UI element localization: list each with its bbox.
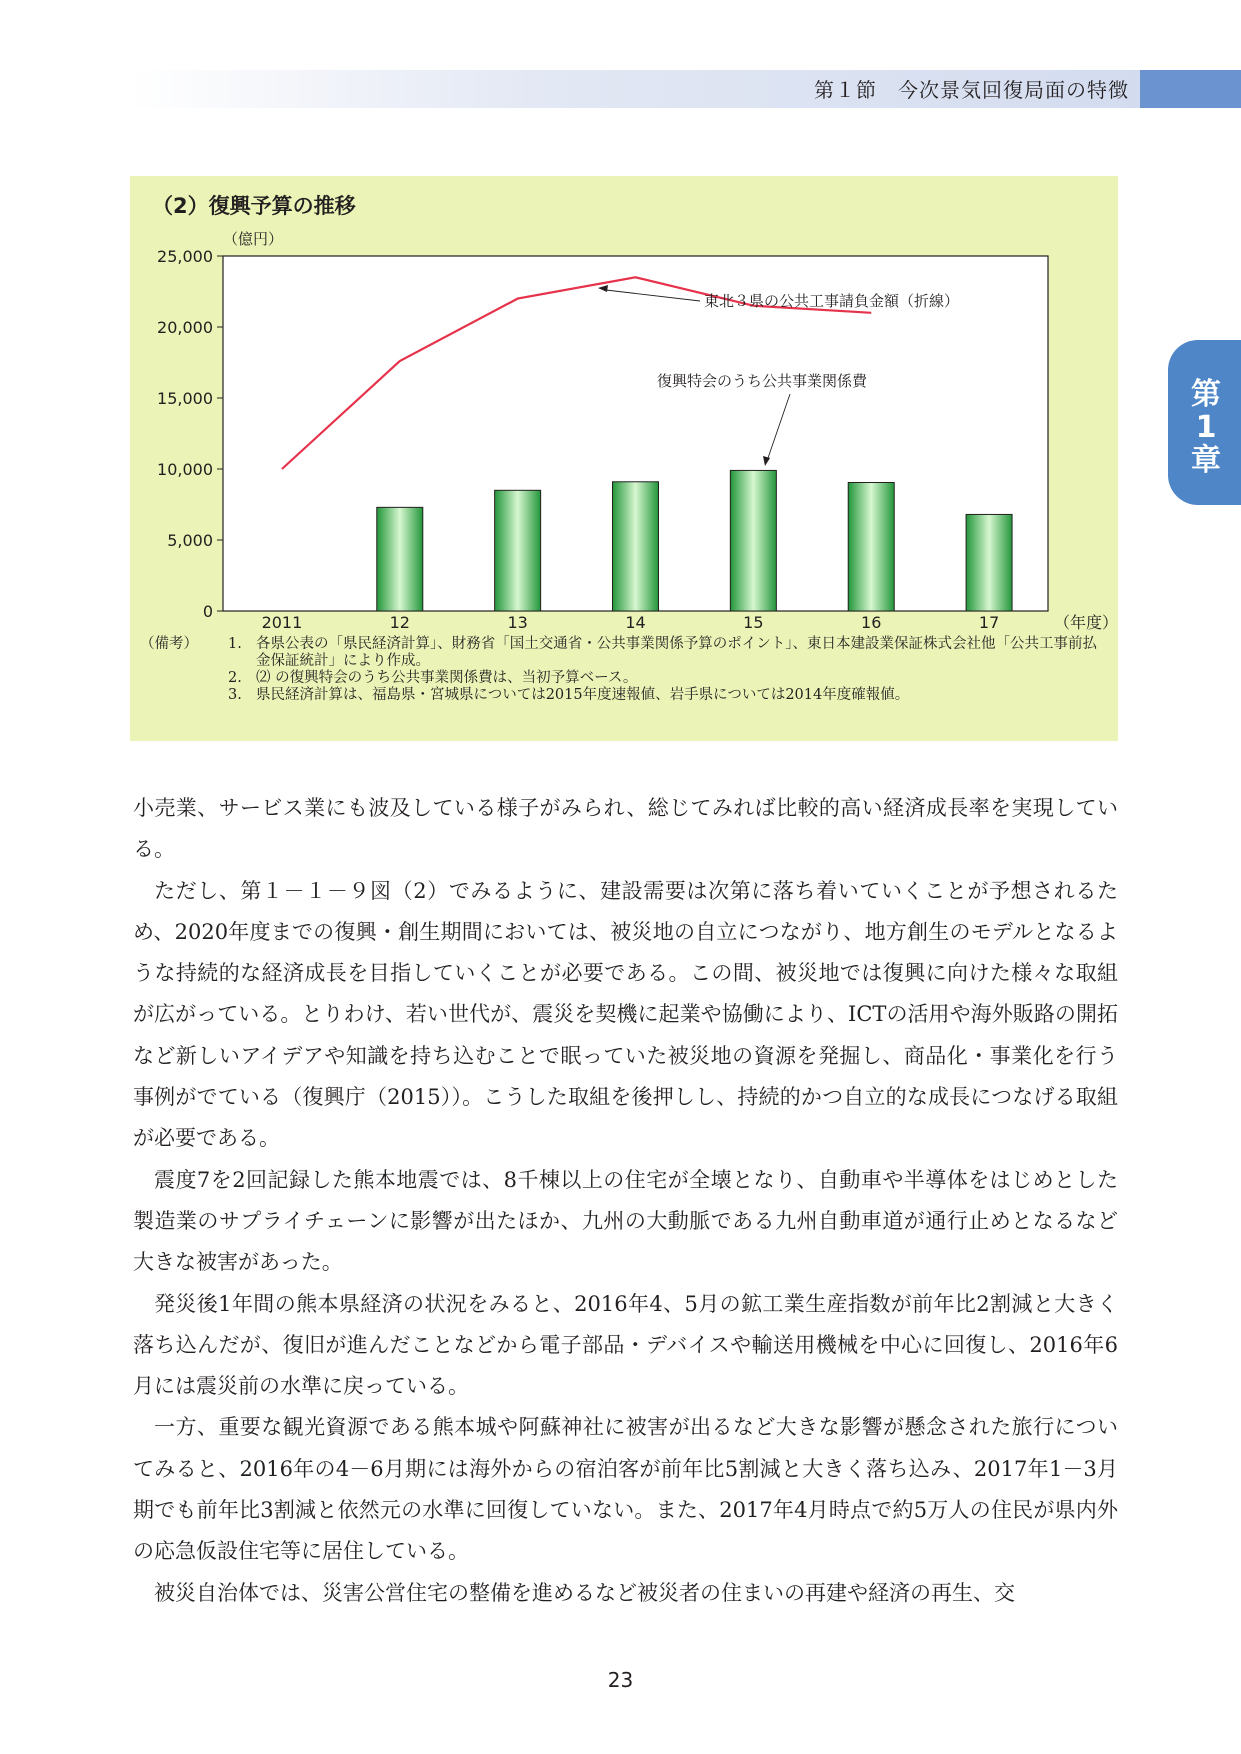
bar — [848, 482, 894, 611]
figure-box — [130, 176, 1118, 741]
body-paragraph: 被災自治体では、災害公営住宅の整備を進めるなど被災者の住まいの再建や経済の再生、交 — [154, 1580, 1015, 1605]
line-series-annotation: 東北３県の公共工事請負金額（折線） — [704, 292, 960, 310]
body-text — [133, 788, 1118, 1614]
note-text: 県民経済計算は、福島県・宮城県については2015年度速報値、岩手県については2014年度確報値。 — [256, 687, 910, 703]
y-tick-label: 10,000 — [157, 460, 213, 479]
body-paragraph: 震度7を2回記録した熊本地震では、8千棟以上の住宅が全壊となり、自動車や半導体をはじめとした製造業のサプライチェーンに影響が出たほか、九州の大動脈である九州自動車道が通行止めとなるなど大きな被害があった。 — [133, 1167, 1118, 1275]
note-number: 3. — [228, 687, 242, 703]
chapter-tab-char: 第 — [1191, 377, 1221, 412]
page-number: 23 — [607, 1668, 634, 1692]
note-number: 1. — [228, 636, 242, 652]
x-tick-label: 15 — [743, 613, 764, 632]
y-axis-label: （億円） — [223, 230, 284, 248]
x-tick-label: 16 — [861, 613, 882, 632]
x-tick-label: 14 — [625, 613, 646, 632]
figure-notes — [140, 636, 1110, 704]
note-row — [140, 670, 1110, 687]
note-text: 各県公表の「県民経済計算」、財務省「国土交通省・公共事業関係予算のポイント」、東日本建設業保証株式会社他「公共工事前払金保証統計」により作成。 — [256, 636, 1097, 669]
y-tick-label: 25,000 — [157, 247, 213, 266]
x-axis-label: （年度） — [1054, 613, 1118, 632]
x-tick-label: 13 — [507, 613, 528, 632]
bar — [730, 470, 776, 611]
note-row — [140, 636, 1110, 670]
note-number: 2. — [228, 670, 242, 686]
body-paragraph: ただし、第１－１－９図（2）でみるように、建設需要は次第に落ち着いていくことが予想されるため、2020年度までの復興・創生期間においては、被災地の自立につながり、地方創生のモデルとなるような持続的な経済成長を目指していくことが必要である。この間、被災地では復興に向けた様々な取組が広がっている。とりわけ、若い世代が、震災を契機に起業や協働により、ICTの活用や海外販路の開拓など新しいアイデアや知識を持ち込むことで眠っていた被災地の資源を発掘し、商品化・事業化を行う事例がでている（復興庁（2015））。こうした取組を後押しし、持続的かつ自立的な成長につなげる取組が必要である。 — [133, 878, 1118, 1151]
figure-title: （2）復興予算の推移 — [152, 194, 356, 218]
bar — [966, 514, 1012, 611]
chapter-tab-char: 1 — [1195, 410, 1217, 445]
note-label — [140, 670, 228, 687]
x-tick-label: 17 — [978, 613, 1000, 632]
y-tick-label: 15,000 — [157, 389, 213, 408]
bar — [495, 490, 541, 611]
chart — [130, 176, 1118, 636]
note-label — [140, 687, 228, 704]
chapter-tab-label — [1186, 378, 1226, 477]
header-tab — [1140, 70, 1241, 108]
y-tick-label: 0 — [202, 602, 213, 621]
note-row — [140, 687, 1110, 704]
x-tick-label: 12 — [389, 613, 410, 632]
y-tick-label: 20,000 — [157, 318, 213, 337]
bar — [613, 482, 659, 611]
bar-series-annotation: 復興特会のうち公共事業関係費 — [657, 372, 868, 390]
y-tick-label: 5,000 — [167, 531, 213, 550]
body-paragraph: 発災後1年間の熊本県経済の状況をみると、2016年4、5月の鉱工業生産指数が前年比2割減と大きく落ち込んだが、復旧が進んだことなどから電子部品・デバイスや輸送用機械を中心に回復し、2016年6月には震災前の水準に戻っている。 — [133, 1291, 1118, 1399]
section-title: 第１節 今次景気回復局面の特徴 — [814, 78, 1129, 102]
note-text: ⑵ の復興特会のうち公共事業関係費は、当初予算ベース。 — [256, 670, 638, 686]
bar — [377, 507, 423, 611]
note-label: （備考） — [140, 636, 198, 652]
chapter-tab-char: 章 — [1191, 443, 1221, 478]
x-tick-label: 2011 — [261, 613, 303, 632]
body-paragraph: 一方、重要な観光資源である熊本城や阿蘇神社に被害が出るなど大きな影響が懸念された旅行についてみると、2016年の4－6月期には海外からの宿泊客が前年比5割減と大きく落ち込み、2017年1－3月期でも前年比3割減と依然元の水準に回復していない。また、2017年4月時点で約5万人の住民が県内外の応急仮設住宅等に居住している。 — [133, 1415, 1118, 1564]
body-paragraph: 小売業、サービス業にも波及している様子がみられ、総じてみれば比較的高い経済成長率を実現している。 — [133, 796, 1118, 862]
